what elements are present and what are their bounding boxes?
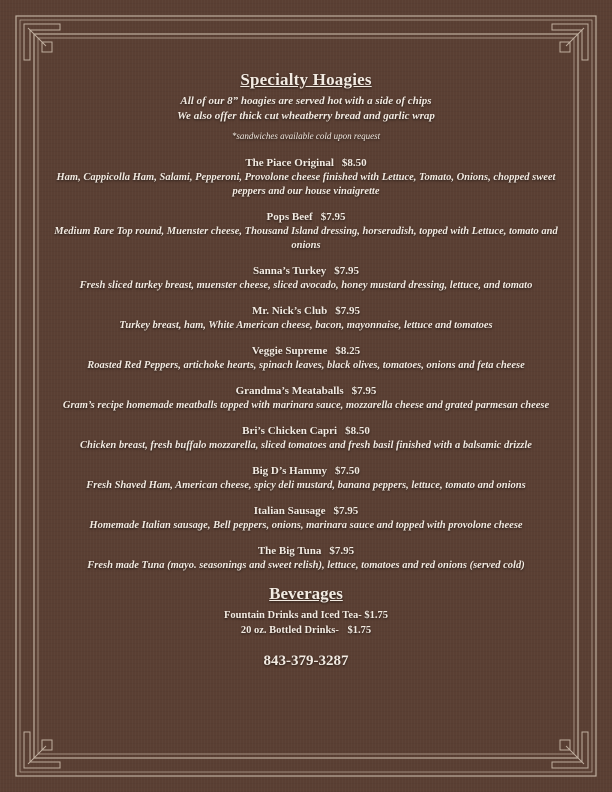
beverages-title: Beverages	[269, 584, 343, 603]
item-description: Turkey breast, ham, White American cheese, bacon, mayonnaise, lettuce and tomatoes	[119, 320, 493, 331]
menu-item	[40, 424, 572, 453]
item-price: $7.50	[335, 465, 360, 477]
item-price: $7.95	[320, 211, 346, 223]
item-name: The Piace Original	[245, 157, 334, 169]
menu-item	[40, 264, 572, 293]
menu-item	[40, 464, 572, 493]
item-description: Fresh made Tuna (mayo. seasonings and sweet relish), lettuce, tomatoes and red onions (served cold)	[87, 560, 525, 571]
phone-number: 843-379-3287	[263, 653, 349, 669]
item-name: The Big Tuna	[257, 545, 322, 557]
item-price: $7.95	[335, 305, 361, 317]
item-description: Fresh sliced turkey breast, muenster cheese, sliced avocado, honey mustard dressing, lettuce, and tomato	[79, 280, 533, 291]
item-price: $8.25	[335, 345, 361, 357]
item-price: $8.50	[345, 425, 370, 437]
item-price: $7.95	[329, 545, 355, 557]
item-price: $7.95	[334, 265, 360, 277]
item-description: Fresh Shaved Ham, American cheese, spicy deli mustard, banana peppers, lettuce, tomato and onions	[86, 480, 526, 491]
item-name: Grandma’s Meataballs	[235, 385, 344, 397]
item-name: Mr. Nick’s Club	[251, 305, 328, 317]
menu-item	[40, 544, 572, 573]
hoagies-intro-line-1: All of our 8” hoagies are served hot with a side of chips	[180, 95, 432, 107]
cold-sandwich-note: *sandwiches available cold upon request	[231, 131, 381, 141]
item-price: $8.50	[341, 157, 367, 169]
menu-items-list	[40, 156, 572, 573]
item-name: Sanna’s Turkey	[252, 265, 327, 277]
menu-item	[40, 304, 572, 333]
beverage-line	[40, 623, 572, 638]
corner-ornament-bottom-right	[542, 722, 596, 776]
beverage-name: Fountain Drinks and Iced Tea-	[224, 610, 362, 621]
menu-item	[40, 504, 572, 533]
menu-item	[40, 156, 572, 199]
corner-ornament-top-right	[542, 16, 596, 70]
item-price: $7.95	[333, 505, 359, 517]
corner-ornament-top-left	[16, 16, 70, 70]
item-description: Gram’s recipe homemade meatballs topped with marinara sauce, mozzarella cheese and grated parmesan cheese	[62, 400, 550, 411]
item-description: Chicken breast, fresh buffalo mozzarella, sliced tomatoes and fresh basil finished with a balsamic drizzle	[80, 440, 532, 451]
menu-item	[40, 344, 572, 373]
item-name: Italian Sausage	[253, 505, 326, 517]
item-description: Roasted Red Peppers, artichoke hearts, spinach leaves, black olives, tomatoes, onions and feta cheese	[87, 360, 525, 371]
item-description: Homemade Italian sausage, Bell peppers, onions, marinara sauce and topped with provolone cheese	[89, 520, 523, 531]
beverage-price: $1.75	[347, 625, 372, 636]
item-name: Big D’s Hammy	[252, 465, 327, 477]
corner-ornament-bottom-left	[16, 722, 70, 776]
item-name: Bri’s Chicken Capri	[242, 425, 338, 437]
item-price: $7.95	[351, 385, 377, 397]
beverage-name: 20 oz. Bottled Drinks-	[240, 625, 339, 636]
item-description: Ham, Cappicolla Ham, Salami, Pepperoni, Provolone cheese finished with Lettuce, Tomato, Onions, chopped sweet peppers and our house vinaigrette	[56, 172, 556, 197]
menu-item	[40, 384, 572, 413]
item-description: Medium Rare Top round, Muenster cheese, Thousand Island dressing, horseradish, topped with Lettuce, tomato and onions	[54, 226, 558, 251]
beverage-price: $1.75	[364, 610, 388, 621]
hoagies-intro-line-2: We also offer thick cut wheatberry bread and garlic wrap	[177, 110, 435, 122]
menu-content	[40, 70, 572, 670]
menu-item	[40, 210, 572, 253]
hoagies-title: Specialty Hoagies	[240, 70, 372, 89]
beverage-line	[40, 608, 572, 623]
item-name: Pops Beef	[266, 211, 313, 223]
item-name: Veggie Supreme	[251, 345, 328, 357]
